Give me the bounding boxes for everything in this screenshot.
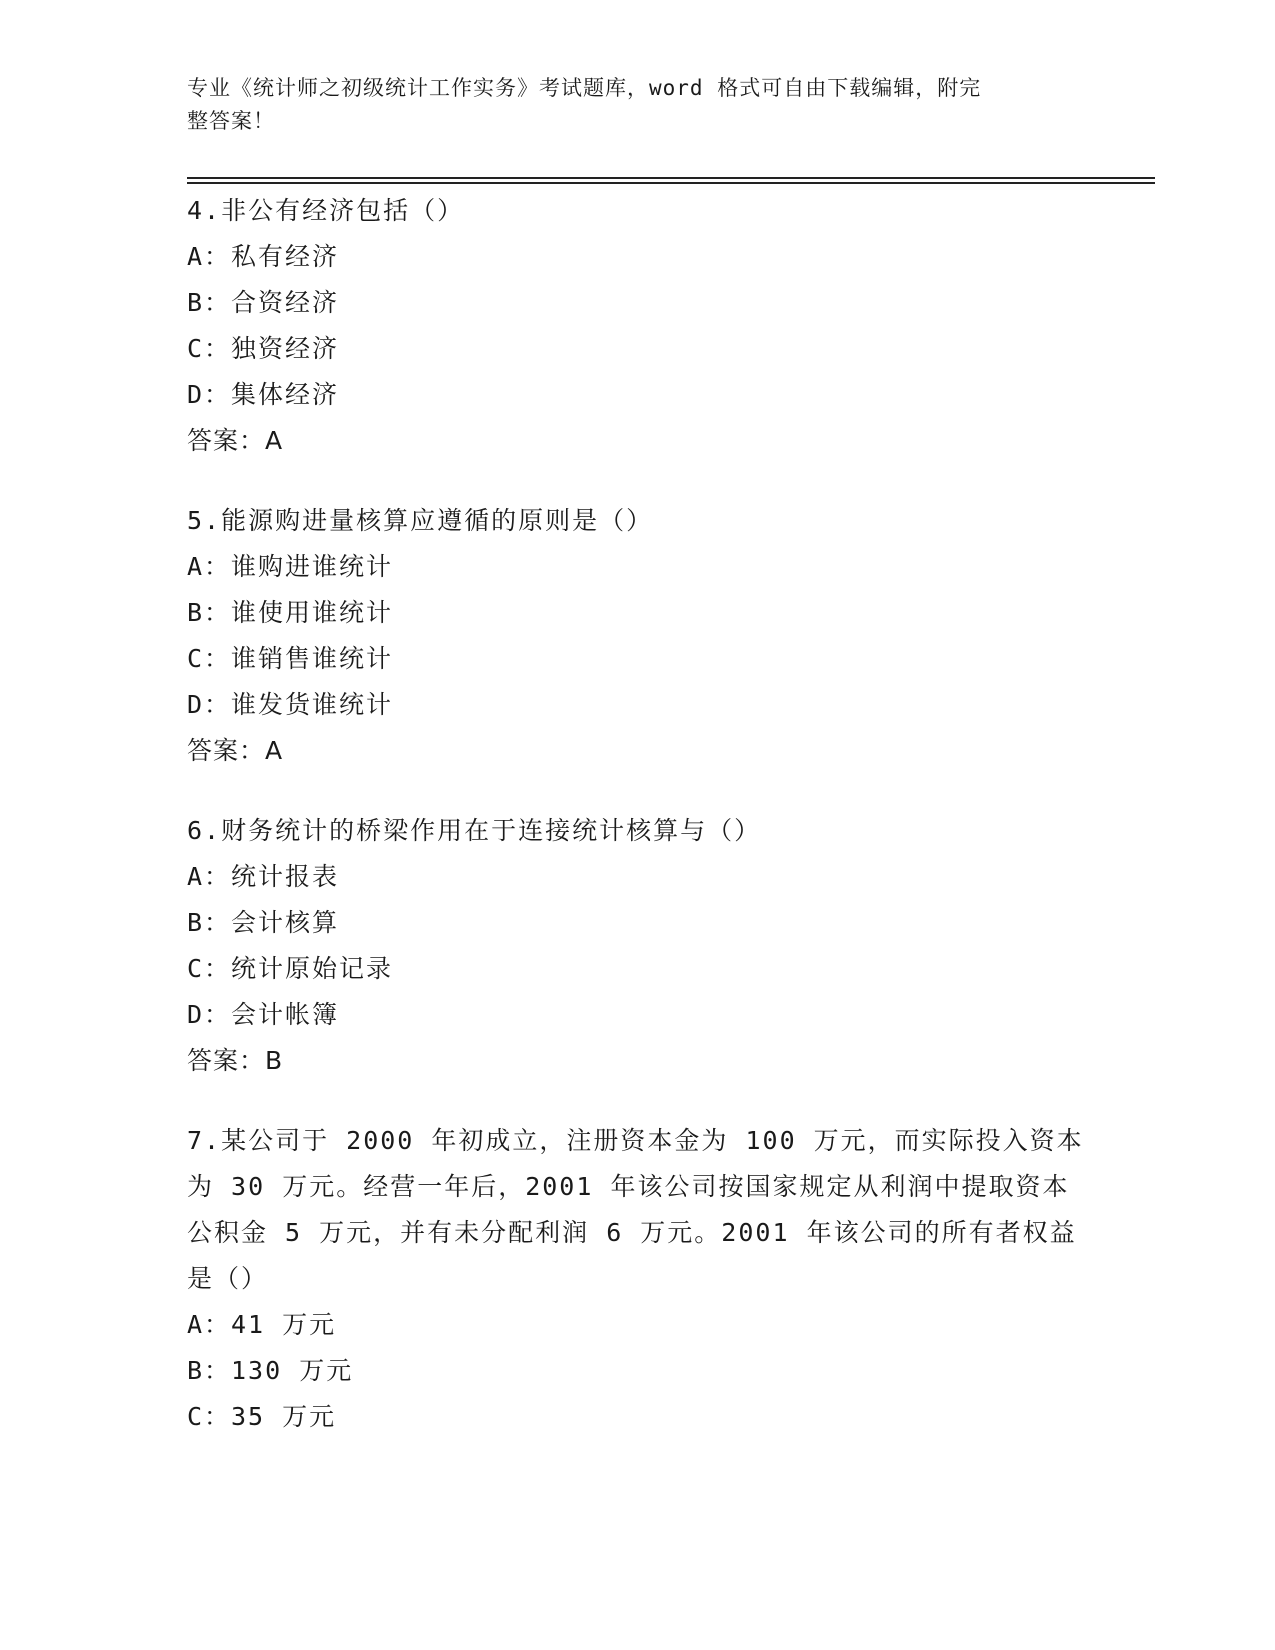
option-key: B： <box>187 908 232 937</box>
question-list <box>187 188 1087 1474</box>
question-4 <box>187 188 1087 464</box>
option-b <box>187 280 1087 326</box>
option-c <box>187 636 1087 682</box>
option-key: A： <box>187 242 232 271</box>
question-stem <box>187 498 1087 544</box>
header-line-2: 整答案！ <box>187 109 275 133</box>
option-text: 集体经济 <box>231 380 340 409</box>
option-text: 谁销售谁统计 <box>231 644 394 673</box>
question-7 <box>187 1118 1087 1440</box>
option-b <box>187 1348 1087 1394</box>
option-text: 谁购进谁统计 <box>231 552 394 581</box>
option-key: C： <box>187 954 232 983</box>
option-text: 独资经济 <box>231 334 340 363</box>
option-key: B： <box>187 1356 232 1385</box>
option-text: 会计核算 <box>231 908 340 937</box>
option-text: 合资经济 <box>231 288 340 317</box>
question-stem-line: 4.非公有经济包括（） <box>187 196 465 225</box>
option-text: 统计原始记录 <box>231 954 394 983</box>
header-line-1: 专业《统计师之初级统计工作实务》考试题库，word 格式可自由下载编辑，附完 <box>187 76 982 100</box>
option-c <box>187 326 1087 372</box>
option-key: B： <box>187 288 232 317</box>
option-key: A： <box>187 552 232 581</box>
option-a <box>187 234 1087 280</box>
answer: 答案：A <box>187 736 284 765</box>
option-text: 130 万元 <box>231 1356 354 1385</box>
question-stem <box>187 188 1087 234</box>
option-c <box>187 946 1087 992</box>
option-key: A： <box>187 862 232 891</box>
option-a <box>187 854 1087 900</box>
option-a <box>187 544 1087 590</box>
question-stem-line: 7.某公司于 2000 年初成立，注册资本金为 100 万元，而实际投入资本 <box>187 1126 1084 1155</box>
question-6 <box>187 808 1087 1084</box>
option-text: 会计帐簿 <box>231 1000 340 1029</box>
question-stem-line: 是（） <box>187 1264 269 1293</box>
question-stem-line: 为 30 万元。经营一年后，2001 年该公司按国家规定从利润中提取资本 <box>187 1172 1070 1201</box>
question-stem-line: 公积金 5 万元，并有未分配利润 6 万元。2001 年该公司的所有者权益 <box>187 1218 1077 1247</box>
option-c <box>187 1394 1087 1440</box>
option-key: C： <box>187 334 232 363</box>
option-key: D： <box>187 380 232 409</box>
question-5 <box>187 498 1087 774</box>
option-d <box>187 992 1087 1038</box>
option-key: A： <box>187 1310 232 1339</box>
option-text: 私有经济 <box>231 242 340 271</box>
answer: 答案：A <box>187 426 284 455</box>
option-text: 35 万元 <box>231 1402 337 1431</box>
question-stem <box>187 808 1087 854</box>
question-stem-line: 6.财务统计的桥梁作用在于连接统计核算与（） <box>187 816 762 845</box>
option-text: 41 万元 <box>231 1310 337 1339</box>
header-divider-bottom <box>187 182 1155 184</box>
option-d <box>187 372 1087 418</box>
option-text: 统计报表 <box>231 862 340 891</box>
question-stem <box>187 1118 1087 1302</box>
option-b <box>187 590 1087 636</box>
option-key: D： <box>187 1000 232 1029</box>
header-divider-top <box>187 177 1155 179</box>
option-b <box>187 900 1087 946</box>
option-key: C： <box>187 1402 232 1431</box>
option-key: C： <box>187 644 232 673</box>
option-d <box>187 682 1087 728</box>
option-text: 谁发货谁统计 <box>231 690 394 719</box>
option-a <box>187 1302 1087 1348</box>
option-key: D： <box>187 690 232 719</box>
question-stem-line: 5.能源购进量核算应遵循的原则是（） <box>187 506 654 535</box>
option-key: B： <box>187 598 232 627</box>
answer: 答案：B <box>187 1046 284 1075</box>
document-header <box>187 72 1067 138</box>
option-text: 谁使用谁统计 <box>231 598 394 627</box>
